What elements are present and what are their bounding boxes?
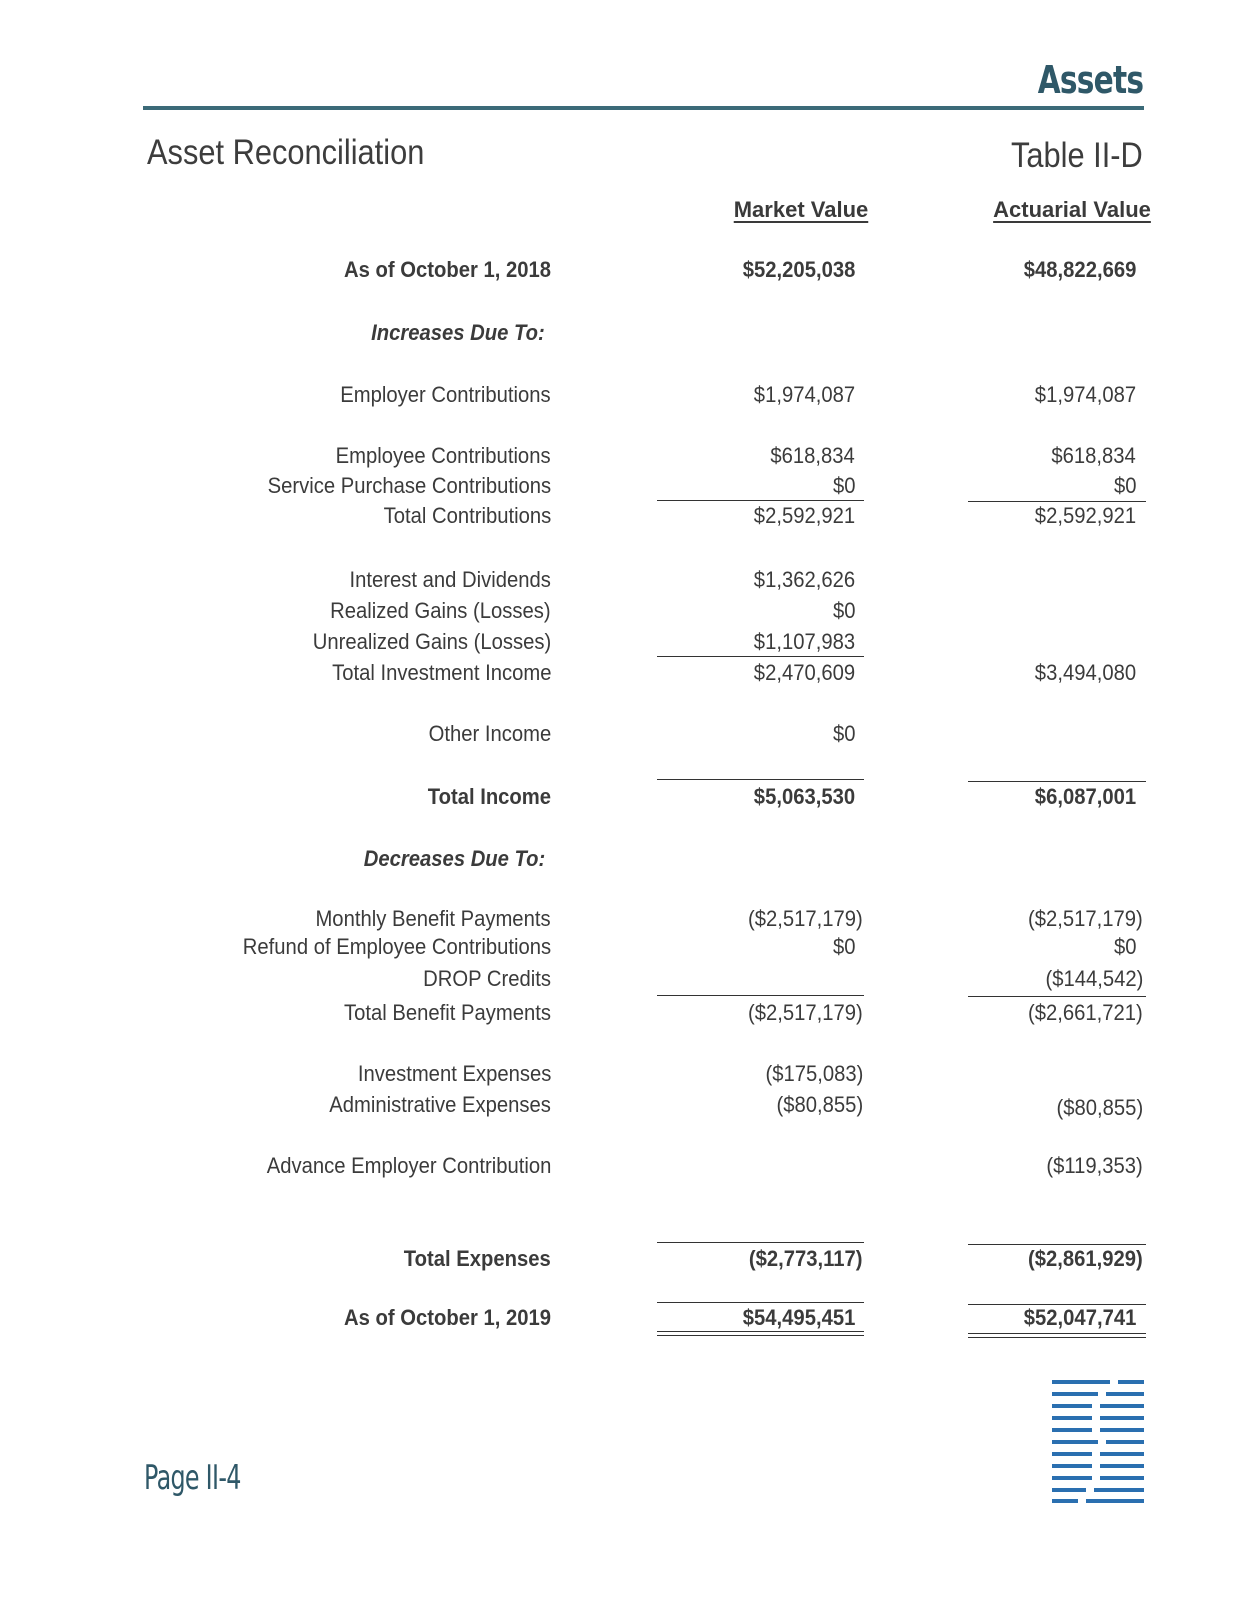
subtotal-rule	[657, 995, 864, 996]
subtotal-rule	[968, 781, 1146, 782]
row-label: Interest and Dividends	[349, 567, 551, 592]
table-row	[0, 382, 1251, 412]
row-label: Total Benefit Payments	[343, 1000, 551, 1025]
table-row-total-investment-income	[0, 660, 1251, 690]
row-label: Service Purchase Contributions	[267, 473, 551, 498]
market-value-cell: $1,362,626	[753, 567, 855, 592]
row-label: Total Contributions	[383, 503, 551, 528]
row-label: As of October 1, 2018	[344, 257, 551, 282]
table-row-beginning-balance	[0, 257, 1251, 287]
table-row	[0, 966, 1251, 996]
section-title: Assets	[1037, 58, 1143, 102]
subtotal-rule	[657, 656, 864, 657]
market-value-column-header: Market Value	[733, 197, 869, 222]
market-value-cell: ($2,773,117)	[749, 1246, 863, 1271]
table-row	[0, 629, 1251, 659]
table-row	[0, 934, 1251, 964]
actuarial-value-cell: ($80,855)	[1056, 1095, 1143, 1120]
actuarial-value-cell: $52,047,741	[1023, 1305, 1136, 1330]
subtotal-rule	[968, 1244, 1146, 1245]
subtotal-rule	[657, 779, 864, 780]
increases-heading-row	[0, 320, 1251, 350]
actuarial-value-cell: ($144,542)	[1045, 966, 1143, 991]
table-row-total-income	[0, 784, 1251, 814]
header-divider	[143, 106, 1144, 110]
actuarial-value-cell: $2,592,921	[1034, 503, 1136, 528]
actuarial-value-column-header: Actuarial Value	[993, 197, 1151, 222]
row-label: DROP Credits	[423, 966, 551, 991]
row-label: Other Income	[428, 721, 551, 746]
double-rule-top	[657, 1331, 864, 1332]
row-label: Administrative Expenses	[329, 1092, 551, 1117]
row-label: Refund of Employee Contributions	[242, 934, 551, 959]
market-value-cell: ($175,083)	[765, 1061, 863, 1086]
subtotal-rule	[657, 1242, 864, 1243]
actuarial-value-cell: $48,822,669	[1023, 257, 1136, 282]
table-row	[0, 1153, 1251, 1183]
market-value-cell: $52,205,038	[742, 257, 855, 282]
market-value-cell: ($2,517,179)	[748, 906, 863, 931]
page-title: Asset Reconciliation	[147, 133, 425, 172]
actuarial-value-cell: ($119,353)	[1046, 1153, 1143, 1178]
table-row-ending-balance	[0, 1305, 1251, 1335]
actuarial-value-cell: $6,087,001	[1034, 784, 1136, 809]
subtotal-rule	[968, 501, 1146, 502]
actuarial-value-cell: ($2,517,179)	[1028, 906, 1143, 931]
actuarial-value-cell: $3,494,080	[1034, 660, 1136, 685]
market-value-cell: $2,592,921	[753, 503, 855, 528]
actuarial-value-cell: $0	[1113, 934, 1136, 959]
row-label: Investment Expenses	[357, 1061, 551, 1086]
page-number: Page II-4	[144, 1458, 241, 1498]
actuarial-value-cell: ($2,661,721)	[1028, 1000, 1143, 1025]
market-value-cell: ($2,517,179)	[748, 1000, 863, 1025]
market-value-cell: $1,974,087	[753, 382, 855, 407]
table-row	[0, 598, 1251, 628]
table-row	[0, 443, 1251, 473]
double-rule-top	[968, 1333, 1146, 1334]
market-value-cell: $5,063,530	[753, 784, 855, 809]
market-value-cell: $0	[832, 473, 855, 498]
actuarial-value-cell: $618,834	[1051, 443, 1136, 468]
table-row	[0, 1092, 1251, 1122]
increases-heading: Increases Due To:	[371, 320, 545, 345]
market-value-cell: $1,107,983	[753, 629, 855, 654]
table-row	[0, 1061, 1251, 1091]
table-row-total-benefit-payments	[0, 1000, 1251, 1030]
market-value-cell: $618,834	[770, 443, 855, 468]
row-label: Employee Contributions	[336, 443, 551, 468]
decreases-heading: Decreases Due To:	[363, 846, 545, 871]
row-label: As of October 1, 2019	[344, 1305, 551, 1330]
decreases-heading-row	[0, 846, 1251, 876]
table-row	[0, 906, 1251, 936]
market-value-cell: $0	[832, 721, 855, 746]
row-label: Realized Gains (Losses)	[330, 598, 551, 623]
market-value-cell: $54,495,451	[742, 1305, 855, 1330]
subtotal-rule	[657, 500, 864, 501]
table-row	[0, 721, 1251, 751]
double-rule-bottom	[657, 1335, 864, 1336]
subtotal-rule	[968, 996, 1146, 997]
market-value-cell: $2,470,609	[753, 660, 855, 685]
row-label: Unrealized Gains (Losses)	[312, 629, 551, 654]
row-label: Advance Employer Contribution	[266, 1153, 551, 1178]
company-logo-icon	[1052, 1378, 1144, 1503]
table-row	[0, 473, 1251, 503]
market-value-cell: $0	[832, 598, 855, 623]
row-label: Total Income	[427, 784, 551, 809]
row-label: Monthly Benefit Payments	[315, 906, 551, 931]
row-label: Employer Contributions	[340, 382, 551, 407]
market-value-cell: $0	[832, 934, 855, 959]
table-row-total-expenses	[0, 1246, 1251, 1276]
market-value-cell: ($80,855)	[776, 1092, 863, 1117]
table-row-total-contributions	[0, 503, 1251, 533]
table-row	[0, 567, 1251, 597]
actuarial-value-cell: $1,974,087	[1034, 382, 1136, 407]
row-label: Total Expenses	[404, 1246, 551, 1271]
table-id: Table II-D	[1011, 136, 1143, 175]
actuarial-value-cell: $0	[1113, 473, 1136, 498]
row-label: Total Investment Income	[331, 660, 551, 685]
subtotal-rule	[657, 1302, 864, 1303]
double-rule-bottom	[968, 1337, 1146, 1338]
actuarial-value-cell: ($2,861,929)	[1028, 1246, 1143, 1271]
